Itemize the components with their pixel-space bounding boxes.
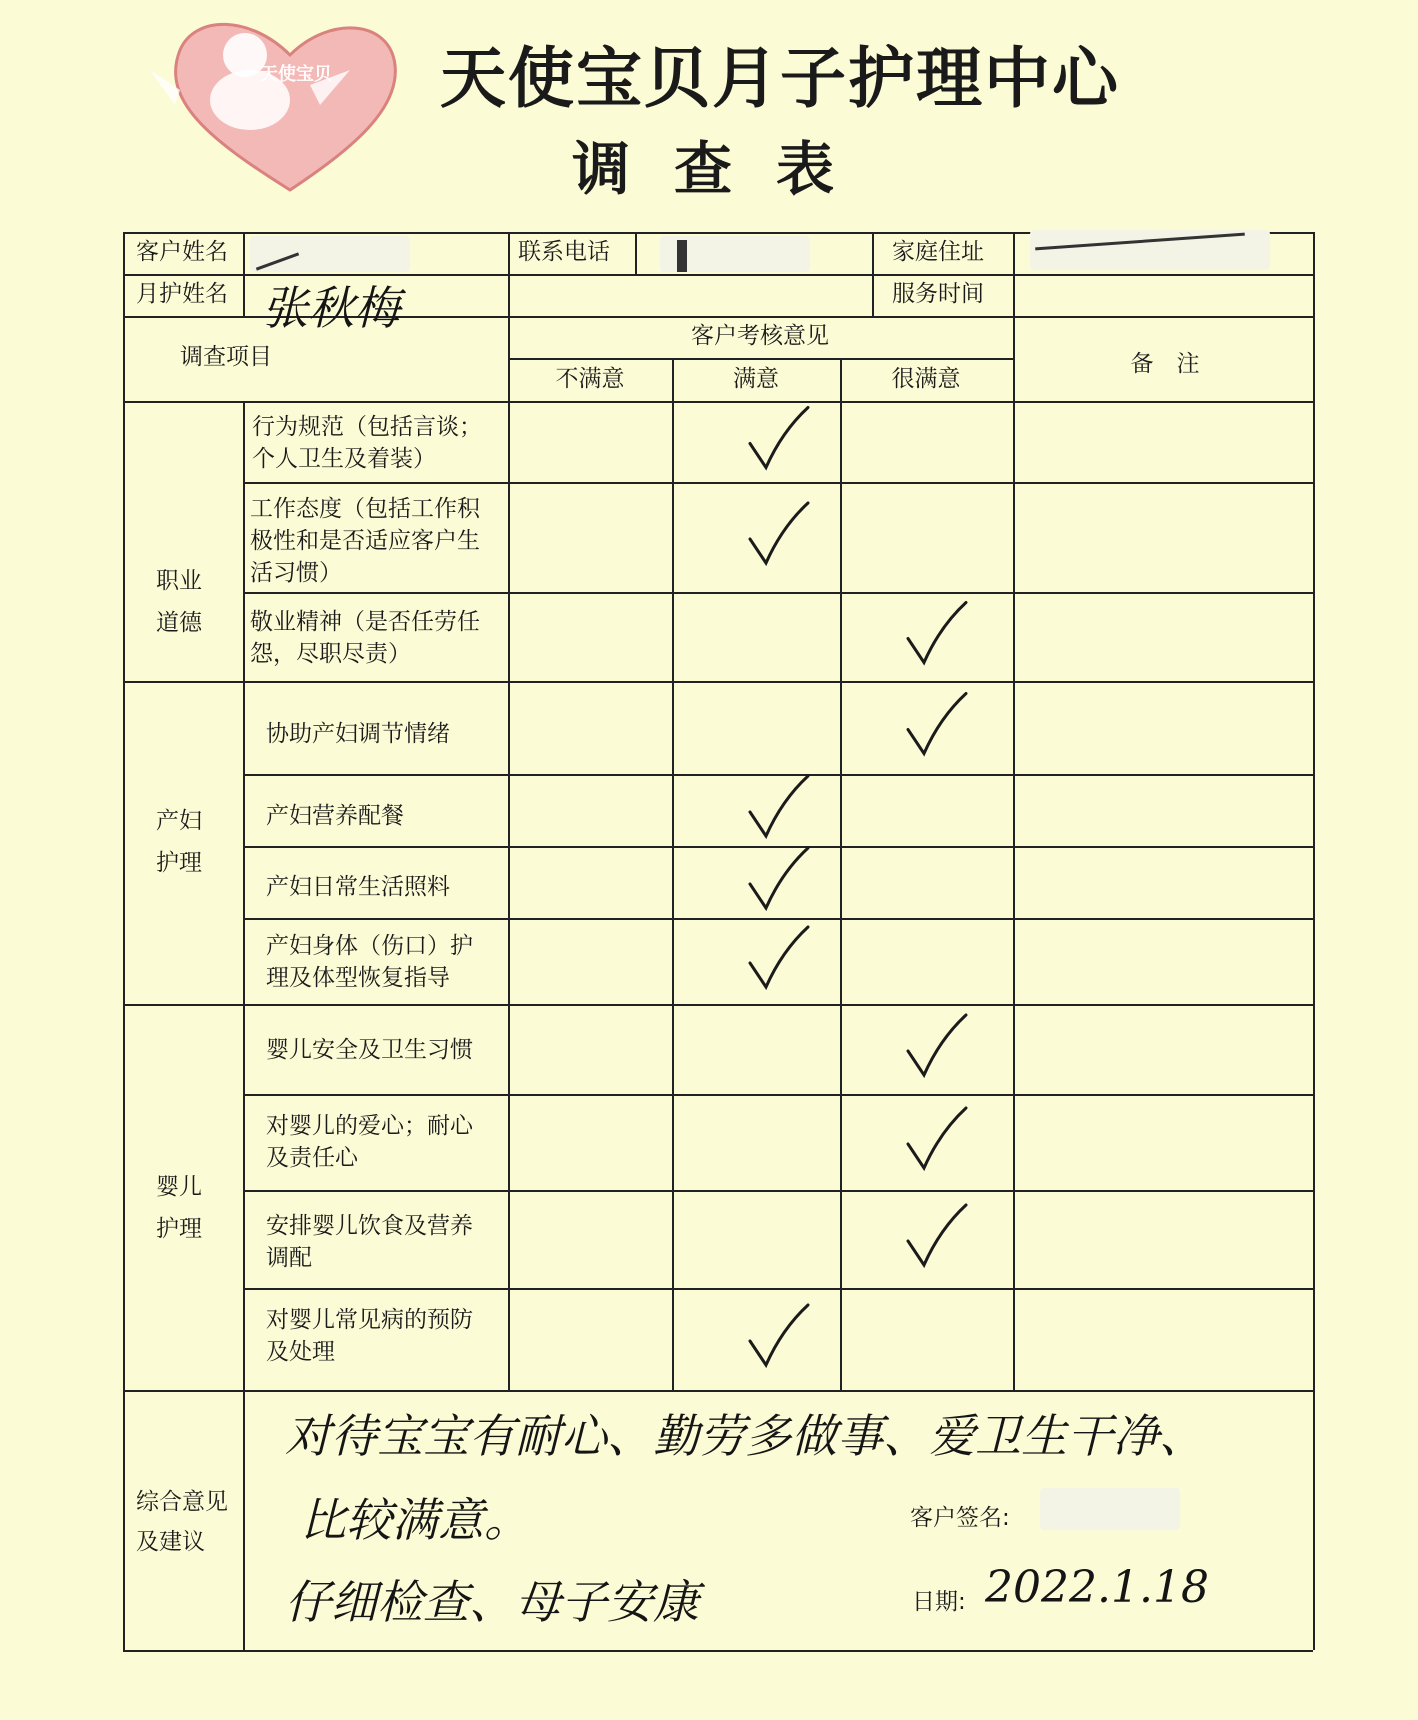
checkmark-s0-i1 xyxy=(750,503,808,563)
item-baby-safety: 婴儿安全及卫生习惯 xyxy=(266,1037,473,1063)
satisfied-header: 满意 xyxy=(733,366,779,392)
assessment-header: 客户考核意见 xyxy=(691,323,829,349)
section-baby-line2: 护理 xyxy=(156,1216,202,1242)
date-label: 日期: xyxy=(912,1589,966,1615)
item-attitude: 工作态度（包括工作积 极性和是否适应客户生 活习惯） xyxy=(250,496,480,586)
logo-text: 天使宝贝 xyxy=(260,64,332,85)
checkmark-s1-i0 xyxy=(908,694,966,754)
item-recovery: 产妇身体（伤口）护 理及体型恢复指导 xyxy=(266,933,473,991)
item-dedication: 敬业精神（是否任劳任 怨，尽职尽责） xyxy=(250,609,480,667)
item-nutrition: 产妇营养配餐 xyxy=(266,803,404,829)
item-baby-diet: 安排婴儿饮食及营养 调配 xyxy=(266,1213,473,1271)
remarks-header: 备 注 xyxy=(1130,351,1200,377)
section-ethics-line2: 道德 xyxy=(156,610,202,636)
signature-label: 客户签名: xyxy=(910,1505,1010,1531)
customer-name-label: 客户姓名 xyxy=(136,239,228,265)
very-satisfied-header: 很满意 xyxy=(891,366,961,392)
section-baby-line1: 婴儿 xyxy=(156,1174,202,1200)
section-mother-line2: 护理 xyxy=(156,850,202,876)
nurse-name-label: 月护姓名 xyxy=(136,281,228,307)
service-time-label: 服务时间 xyxy=(892,281,984,307)
checkmark-s2-i0 xyxy=(908,1015,966,1075)
comment-line-3: 仔细检查、母子安康 xyxy=(285,1575,699,1629)
comment-line-1: 对待宝宝有耐心、勤劳多做事、爱卫生干净、 xyxy=(285,1409,1205,1463)
item-baby-love: 对婴儿的爱心；耐心 及责任心 xyxy=(266,1113,473,1171)
address-label: 家庭住址 xyxy=(892,239,984,265)
summary-label: 综合意见 及建议 xyxy=(136,1489,228,1555)
item-conduct: 行为规范（包括言谈； 个人卫生及着装） xyxy=(252,414,482,472)
comment-line-2: 比较满意。 xyxy=(300,1493,530,1547)
checkmark-s2-i3 xyxy=(750,1305,808,1365)
checkmark-s0-i2 xyxy=(908,603,966,663)
dissatisfied-header: 不满意 xyxy=(555,366,625,392)
page-subtitle: 调查表 xyxy=(572,135,879,203)
phone-label: 联系电话 xyxy=(518,239,610,265)
survey-item-header: 调查项目 xyxy=(180,344,272,370)
section-mother-line1: 产妇 xyxy=(156,808,202,834)
nurse-name-value: 张秋梅 xyxy=(262,281,400,335)
checkmark-s2-i2 xyxy=(908,1205,966,1265)
item-daily-care: 产妇日常生活照料 xyxy=(266,874,450,900)
checkmark-s1-i2 xyxy=(750,848,808,908)
checkmark-s1-i1 xyxy=(750,776,808,836)
checkmark-s1-i3 xyxy=(750,927,808,987)
date-value: 2022.1.18 xyxy=(985,1562,1209,1613)
section-ethics-line1: 职业 xyxy=(156,568,202,594)
item-baby-illness: 对婴儿常见病的预防 及处理 xyxy=(266,1307,473,1365)
checkmark-s0-i0 xyxy=(750,408,808,468)
page-title: 天使宝贝月子护理中心 xyxy=(440,40,1120,117)
item-emotion: 协助产妇调节情绪 xyxy=(266,721,450,747)
checkmark-s2-i1 xyxy=(908,1108,966,1168)
